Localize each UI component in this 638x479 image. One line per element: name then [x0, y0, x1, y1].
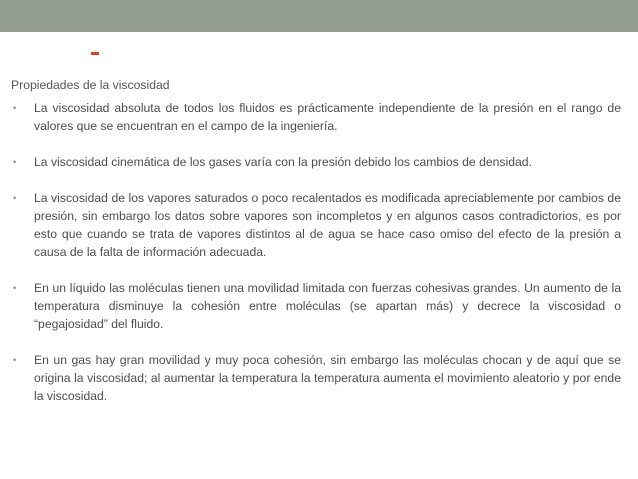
bullet-text: La viscosidad de los vapores saturados o poco recalentados es modificada apreciablemente por cambios de presión, sin embargo los datos sobre vapores son incompletos y en algunos casos contradictorios, es por esto que cuando se trata de vapores distintos al de agua se hace caso omiso del efecto de la presión a causa de la falta de información adecuada.: [34, 191, 621, 259]
bullet-marker: •: [13, 283, 17, 293]
bullet-text: La viscosidad cinemática de los gases varía con la presión debido los cambios de densidad.: [34, 155, 532, 169]
bullet-text: En un líquido las moléculas tienen una movilidad limitada con fuerzas cohesivas grandes. Un aumento de la temperatura disminuye la cohesión entre moléculas (se apartan más) y decrece la viscosidad o “pegajosidad” del fluido.: [34, 281, 621, 331]
title-accent-dash: [91, 52, 99, 55]
bullet-marker: •: [13, 193, 17, 203]
bullet-marker: •: [13, 157, 17, 167]
bullet-text: En un gas hay gran movilidad y muy poca cohesión, sin embargo las moléculas chocan y de aquí que se origina la viscosidad; al aumentar la temperatura la temperatura aumenta el movimiento aleatorio y por ende la viscosidad.: [34, 353, 621, 403]
slide-heading: Propiedades de la viscosidad: [11, 78, 170, 92]
bullet-item: [11, 189, 621, 261]
bullet-item: [11, 99, 621, 135]
top-bar: [0, 0, 638, 32]
bullet-marker: •: [13, 355, 17, 365]
bullet-item: [11, 351, 621, 405]
bullet-item: [11, 153, 621, 171]
slide-content: [11, 77, 621, 405]
bullet-item: [11, 279, 621, 333]
bullet-list: [11, 99, 621, 405]
bullet-text: La viscosidad absoluta de todos los fluidos es prácticamente independiente de la presión en el rango de valores que se encuentran en el campo de la ingeniería.: [34, 101, 621, 133]
bullet-marker: •: [13, 103, 17, 113]
